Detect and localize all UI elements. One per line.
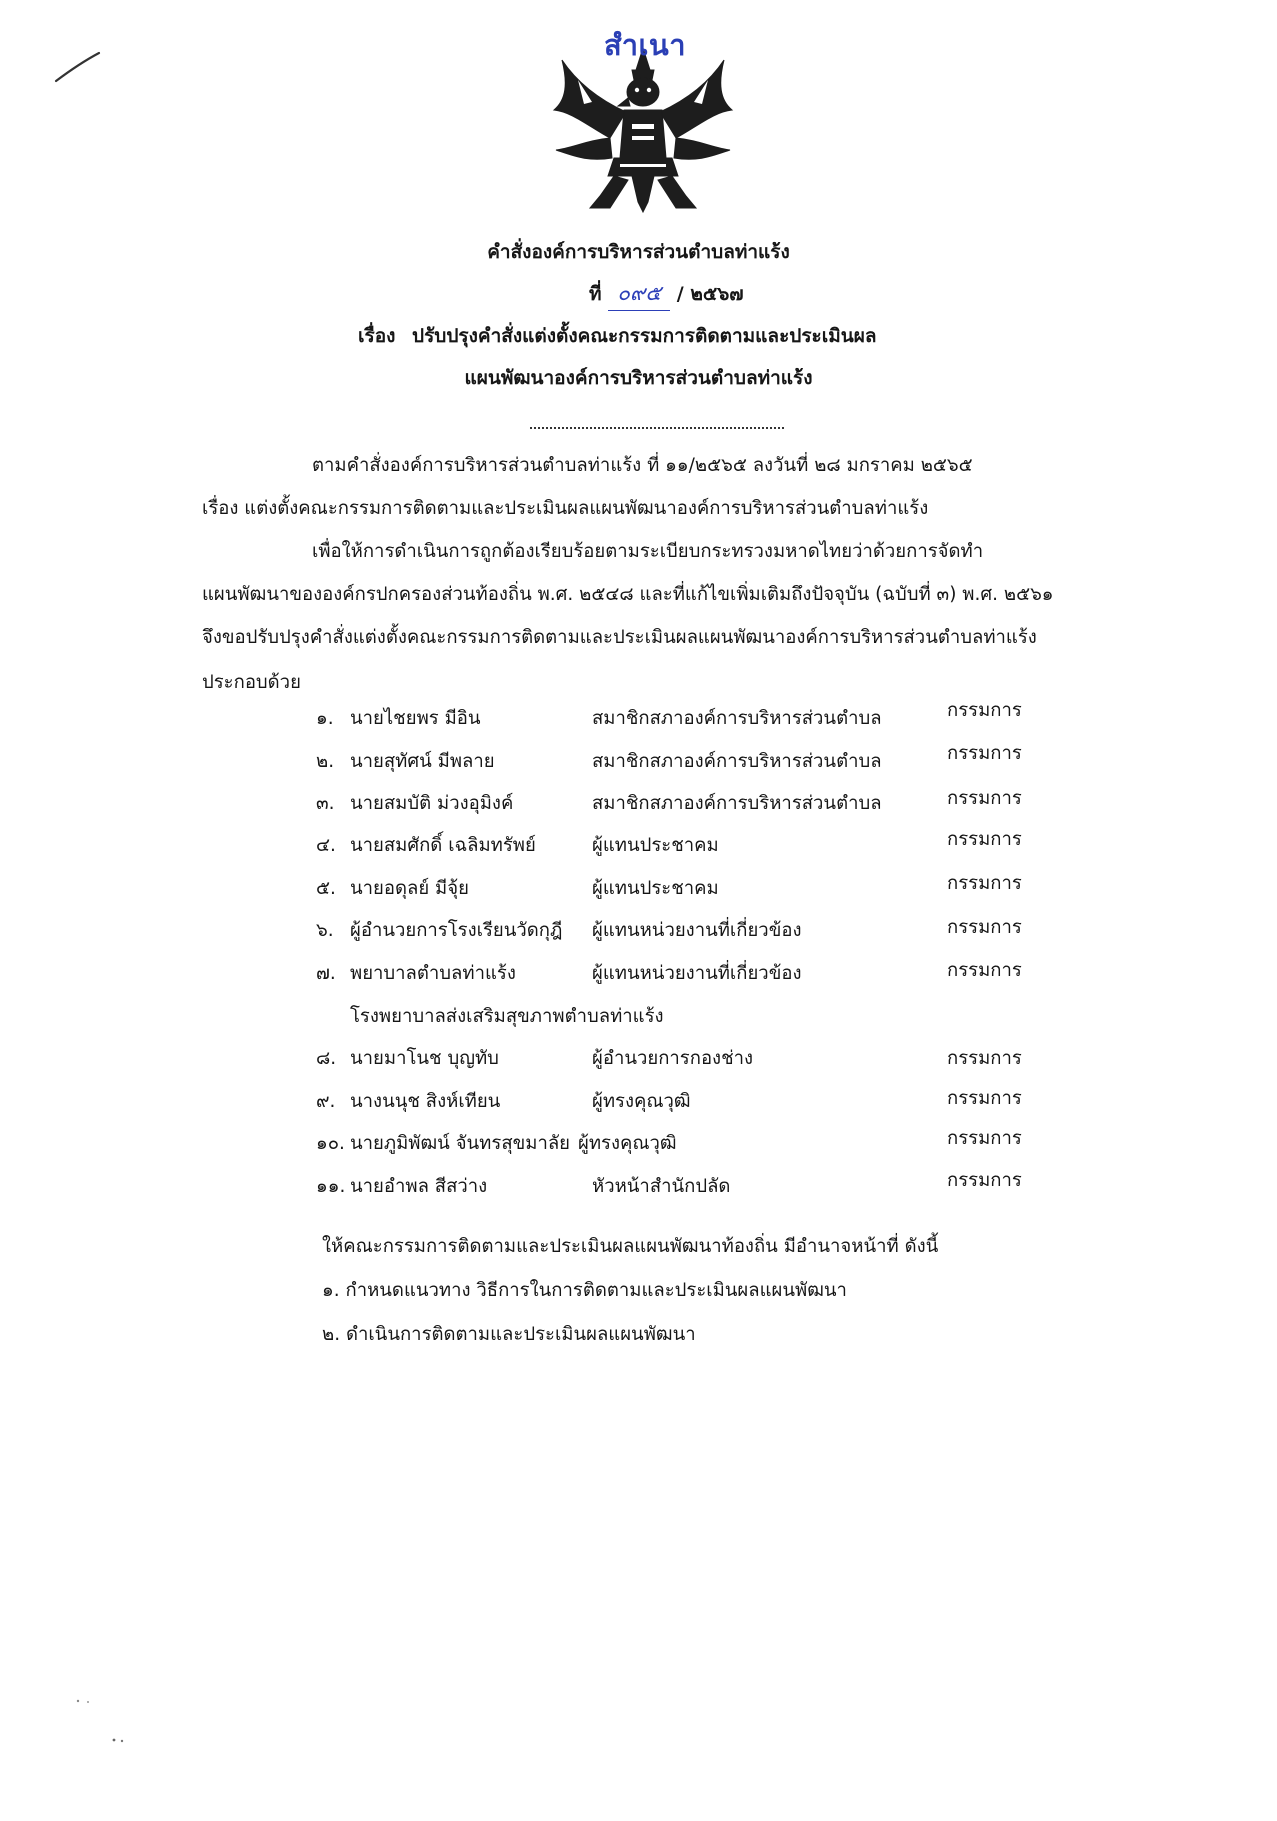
member-position: ผู้แทนหน่วยงานที่เกี่ยวข้อง [592,963,802,984]
order-prefix: ที่ [589,283,602,305]
member-name: นายสมศักดิ์ เฉลิมทรัพย์ [350,835,536,856]
member-number: ๑๑. [316,1176,346,1197]
member-role: กรรมการ [947,1128,1022,1149]
member-name: นายสมบัติ ม่วงอุมิงค์ [350,793,514,814]
subject-label: เรื่อง [358,325,396,347]
member-name: นายอดุลย์ มีจุ้ย [350,878,469,899]
member-position: ผู้แทนหน่วยงานที่เกี่ยวข้อง [592,920,802,941]
member-position: ผู้ทรงคุณวุฒิ [578,1133,677,1154]
order-number-handwritten: ๐๙๕ [608,277,670,311]
member-name: นายสุทัศน์ มีพลาย [350,751,495,772]
member-number: ๙. [316,1091,336,1112]
member7-affiliation: โรงพยาบาลส่งเสริมสุขภาพตำบลท่าแร้ง [350,1006,664,1027]
order-number [589,277,744,311]
member-row [0,874,1277,908]
member-name: พยาบาลตำบลท่าแร้ง [350,963,516,984]
para2-line4: ประกอบด้วย [202,672,301,693]
member-row [0,916,1277,950]
para1-line1: ตามคำสั่งองค์การบริหารส่วนตำบลท่าแร้ง ที่ ๑๑/๒๕๖๕ ลงวันที่ ๒๘ มกราคม ๒๕๖๕ [312,455,973,476]
member-number: ๖. [316,920,334,941]
member-position: สมาชิกสภาองค์การบริหารส่วนตำบล [592,708,882,729]
member-name: นายมาโนช บุญทับ [350,1048,499,1069]
para2-line2: แผนพัฒนาขององค์กรปกครองส่วนท้องถิ่น พ.ศ. ๒๕๔๘ และที่แก้ไขเพิ่มเติมถึงปัจจุบัน (ฉบับที่ ๓) พ.ศ. ๒๕๖๑ [202,584,1054,605]
member-role: กรรมการ [947,788,1022,809]
member-position: ผู้อำนวยการกองช่าง [592,1048,754,1069]
pen-mark [52,48,102,86]
member-position: สมาชิกสภาองค์การบริหารส่วนตำบล [592,751,882,772]
member-number: ๘. [316,1048,337,1069]
member-position: ผู้แทนประชาคม [592,835,719,856]
member-role: กรรมการ [947,829,1022,850]
para1-line2: เรื่อง แต่งตั้งคณะกรรมการติดตามและประเมินผลแผนพัฒนาองค์การบริหารส่วนตำบลท่าแร้ง [202,498,929,519]
subject-line-2: แผนพัฒนาองค์การบริหารส่วนตำบลท่าแร้ง [464,367,813,389]
para2-line1: เพื่อให้การดำเนินการถูกต้องเรียบร้อยตามระเบียบกระทรวงมหาดไทยว่าด้วยการจัดทำ [312,541,984,562]
member-row [0,1087,1277,1121]
member-number: ๓. [316,793,335,814]
member-row [0,1044,1277,1078]
duties-intro: ให้คณะกรรมการติดตามและประเมินผลแผนพัฒนาท้องถิ่น มีอำนาจหน้าที่ ดังนี้ [322,1236,939,1257]
member-name: นายภูมิพัฒน์ จันทรสุขมาลัย [350,1133,571,1154]
member-role: กรรมการ [947,743,1022,764]
subject-text-1: ปรับปรุงคำสั่งแต่งตั้งคณะกรรมการติดตามและประเมินผล [412,325,877,347]
member-position: สมาชิกสภาองค์การบริหารส่วนตำบล [592,793,882,814]
member-role: กรรมการ [947,1088,1022,1109]
member-position: ผู้แทนประชาคม [592,878,719,899]
para2-line3: จึงขอปรับปรุงคำสั่งแต่งตั้งคณะกรรมการติดตามและประเมินผลแผนพัฒนาองค์การบริหารส่วนตำบลท่าแร้ง [202,627,1037,648]
member-role: กรรมการ [947,1048,1022,1069]
member-row [0,1129,1277,1163]
duty-item-1: ๑. กำหนดแนวทาง วิธีการในการติดตามและประเมินผลแผนพัฒนา [322,1280,847,1301]
member-row [0,743,1277,781]
scan-specks [70,1695,140,1755]
member-row [0,959,1277,993]
member-role: กรรมการ [947,960,1022,981]
member-number: ๑๐. [316,1133,345,1154]
order-title: คำสั่งองค์การบริหารส่วนตำบลท่าแร้ง [487,241,790,263]
duty-item-2: ๒. ดำเนินการติดตามและประเมินผลแผนพัฒนา [322,1324,696,1345]
member-role: กรรมการ [947,917,1022,938]
member-number: ๗. [316,963,336,984]
member-row [0,789,1277,823]
member-number: ๔. [316,835,336,856]
member-role: กรรมการ [947,700,1022,721]
member-role: กรรมการ [947,1170,1022,1191]
member-row [0,1172,1277,1206]
member-role: กรรมการ [947,873,1022,894]
copy-stamp: สำเนา [604,28,687,62]
member-name: นายไชยพร มีอิน [350,708,481,729]
member-name: นางนนุช สิงห์เทียน [350,1091,501,1112]
member-position: ผู้ทรงคุณวุฒิ [592,1091,691,1112]
order-year: / ๒๕๖๗ [676,283,744,305]
member-number: ๑. [316,708,334,729]
member-position: หัวหน้าสำนักปลัด [592,1176,731,1197]
subject-line-1 [358,321,877,351]
member-name: นายอำพล สีสว่าง [350,1176,488,1197]
member-name: ผู้อำนวยการโรงเรียนวัดกุฎี [350,920,563,941]
member-number: ๒. [316,751,335,772]
member-number: ๕. [316,878,336,899]
member-row [0,831,1277,865]
separator-dotted-line [530,427,784,429]
member-row [0,700,1277,738]
